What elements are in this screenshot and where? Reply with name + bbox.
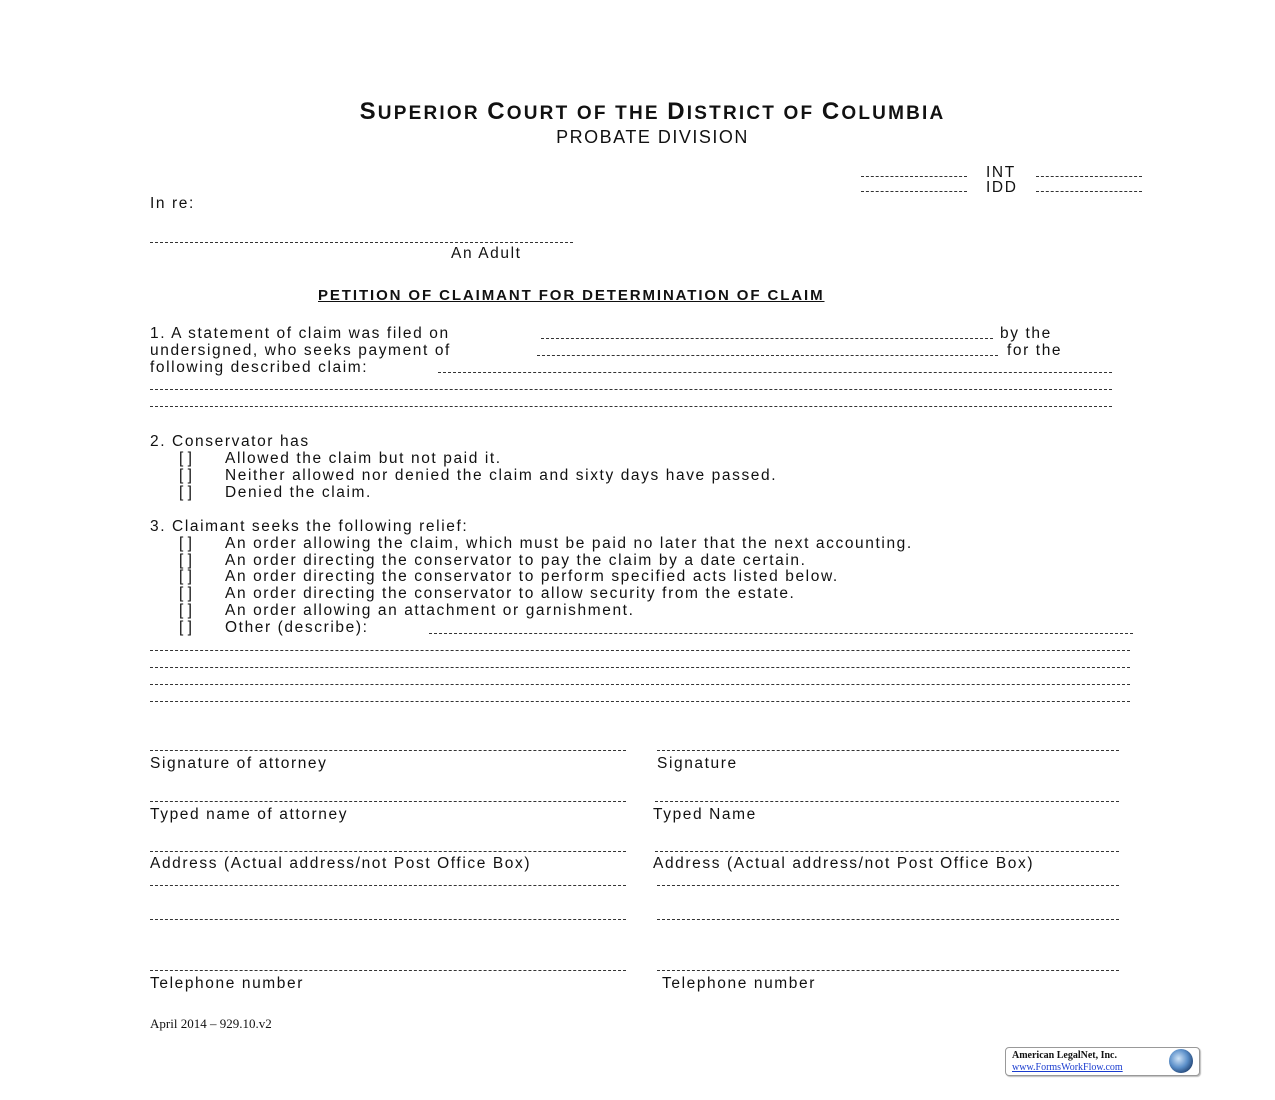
party-label: An Adult [451, 245, 522, 262]
conservator-option-3[interactable]: [ ] Denied the claim. [179, 484, 372, 501]
claimant-address-label: Address (Actual address/not Post Office Box) [653, 855, 1035, 872]
attorney-address-blank-2[interactable] [150, 885, 626, 886]
court-title: SUPERIOR COURT OF THE DISTRICT OF COLUMBIA [359, 98, 946, 125]
conservator-option-2[interactable]: [ ] Neither allowed nor denied the claim and sixty days have passed. [179, 467, 778, 484]
publisher-badge [1005, 1047, 1200, 1076]
publisher-name: American LegalNet, Inc. [1012, 1050, 1117, 1061]
section1-line2-suffix: for the [1007, 342, 1063, 359]
section3-heading: 3. Claimant seeks the following relief: [150, 518, 469, 535]
int-label: INT [986, 164, 1016, 181]
party-name-blank[interactable] [150, 242, 573, 243]
relief-option-5[interactable]: [ ] An order allowing an attachment or garnishment. [179, 602, 635, 619]
in-re-label: In re: [150, 195, 195, 212]
relief-option-3[interactable]: [ ] An order directing the conservator to perform specified acts listed below. [179, 568, 839, 585]
attorney-typed-name-blank[interactable] [150, 801, 626, 802]
checkbox[interactable]: [ ] [179, 484, 192, 501]
claim-description-blank-3[interactable] [150, 406, 1112, 407]
checkbox[interactable]: [ ] [179, 450, 192, 467]
division-name: PROBATE DIVISION [556, 127, 749, 147]
section1-line1-text: 1. A statement of claim was filed on [150, 325, 450, 342]
claimant-address-blank-1[interactable] [655, 851, 1119, 852]
other-relief-blank-2[interactable] [150, 650, 1130, 651]
claimant-signature-label: Signature [657, 755, 738, 772]
claimant-typed-name-blank[interactable] [655, 801, 1119, 802]
claimant-address-blank-3[interactable] [657, 919, 1119, 920]
other-relief-blank-4[interactable] [150, 684, 1130, 685]
checkbox[interactable]: [ ] [179, 602, 192, 619]
claim-description-blank-1[interactable] [438, 372, 1112, 373]
form-version: April 2014 – 929.10.v2 [150, 1016, 272, 1031]
claim-filed-date-blank[interactable] [541, 338, 993, 339]
publisher-link[interactable]: www.FormsWorkFlow.com [1012, 1062, 1123, 1073]
section1-line3-text: following described claim: [150, 359, 369, 376]
attorney-address-blank-1[interactable] [150, 851, 626, 852]
conservator-option-1[interactable]: [ ] Allowed the claim but not paid it. [179, 450, 502, 467]
claim-description-blank-2[interactable] [150, 389, 1112, 390]
claimant-typed-name-label: Typed Name [653, 806, 757, 823]
other-relief-blank-1[interactable] [429, 633, 1133, 634]
idd-right-blank[interactable] [1036, 191, 1142, 192]
form-title: PETITION OF CLAIMANT FOR DETERMINATION OF CLAIM [318, 287, 825, 304]
int-right-blank[interactable] [1036, 176, 1142, 177]
claimant-signature-blank[interactable] [657, 750, 1119, 751]
attorney-signature-blank[interactable] [150, 750, 626, 751]
relief-option-2[interactable]: [ ] An order directing the conservator to pay the claim by a date certain. [179, 552, 807, 569]
claimant-telephone-blank[interactable] [657, 970, 1119, 971]
checkbox[interactable]: [ ] [179, 619, 192, 636]
relief-option-4[interactable]: [ ] An order directing the conservator to allow security from the estate. [179, 585, 796, 602]
attorney-signature-label: Signature of attorney [150, 755, 328, 772]
attorney-address-blank-3[interactable] [150, 919, 626, 920]
attorney-telephone-blank[interactable] [150, 970, 626, 971]
attorney-telephone-label: Telephone number [150, 975, 304, 992]
idd-label: IDD [986, 179, 1018, 196]
checkbox[interactable]: [ ] [179, 552, 192, 569]
claimant-address-blank-2[interactable] [657, 885, 1119, 886]
relief-option-1[interactable]: [ ] An order allowing the claim, which must be paid no later that the next accounting. [179, 535, 913, 552]
section2-heading: 2. Conservator has [150, 433, 310, 450]
checkbox[interactable]: [ ] [179, 568, 192, 585]
attorney-typed-name-label: Typed name of attorney [150, 806, 349, 823]
payment-amount-blank[interactable] [537, 355, 998, 356]
int-left-blank[interactable] [861, 176, 967, 177]
checkbox[interactable]: [ ] [179, 585, 192, 602]
relief-option-other[interactable]: [ ] Other (describe): [179, 619, 369, 636]
claimant-telephone-label: Telephone number [662, 975, 816, 992]
attorney-address-label: Address (Actual address/not Post Office Box) [150, 855, 532, 872]
section1-line1-suffix: by the [1000, 325, 1052, 342]
other-relief-blank-3[interactable] [150, 667, 1130, 668]
globe-logo-icon [1169, 1049, 1193, 1073]
section1-line2-text: undersigned, who seeks payment of [150, 342, 451, 359]
idd-left-blank[interactable] [861, 191, 967, 192]
checkbox[interactable]: [ ] [179, 467, 192, 484]
other-relief-blank-5[interactable] [150, 701, 1130, 702]
checkbox[interactable]: [ ] [179, 535, 192, 552]
